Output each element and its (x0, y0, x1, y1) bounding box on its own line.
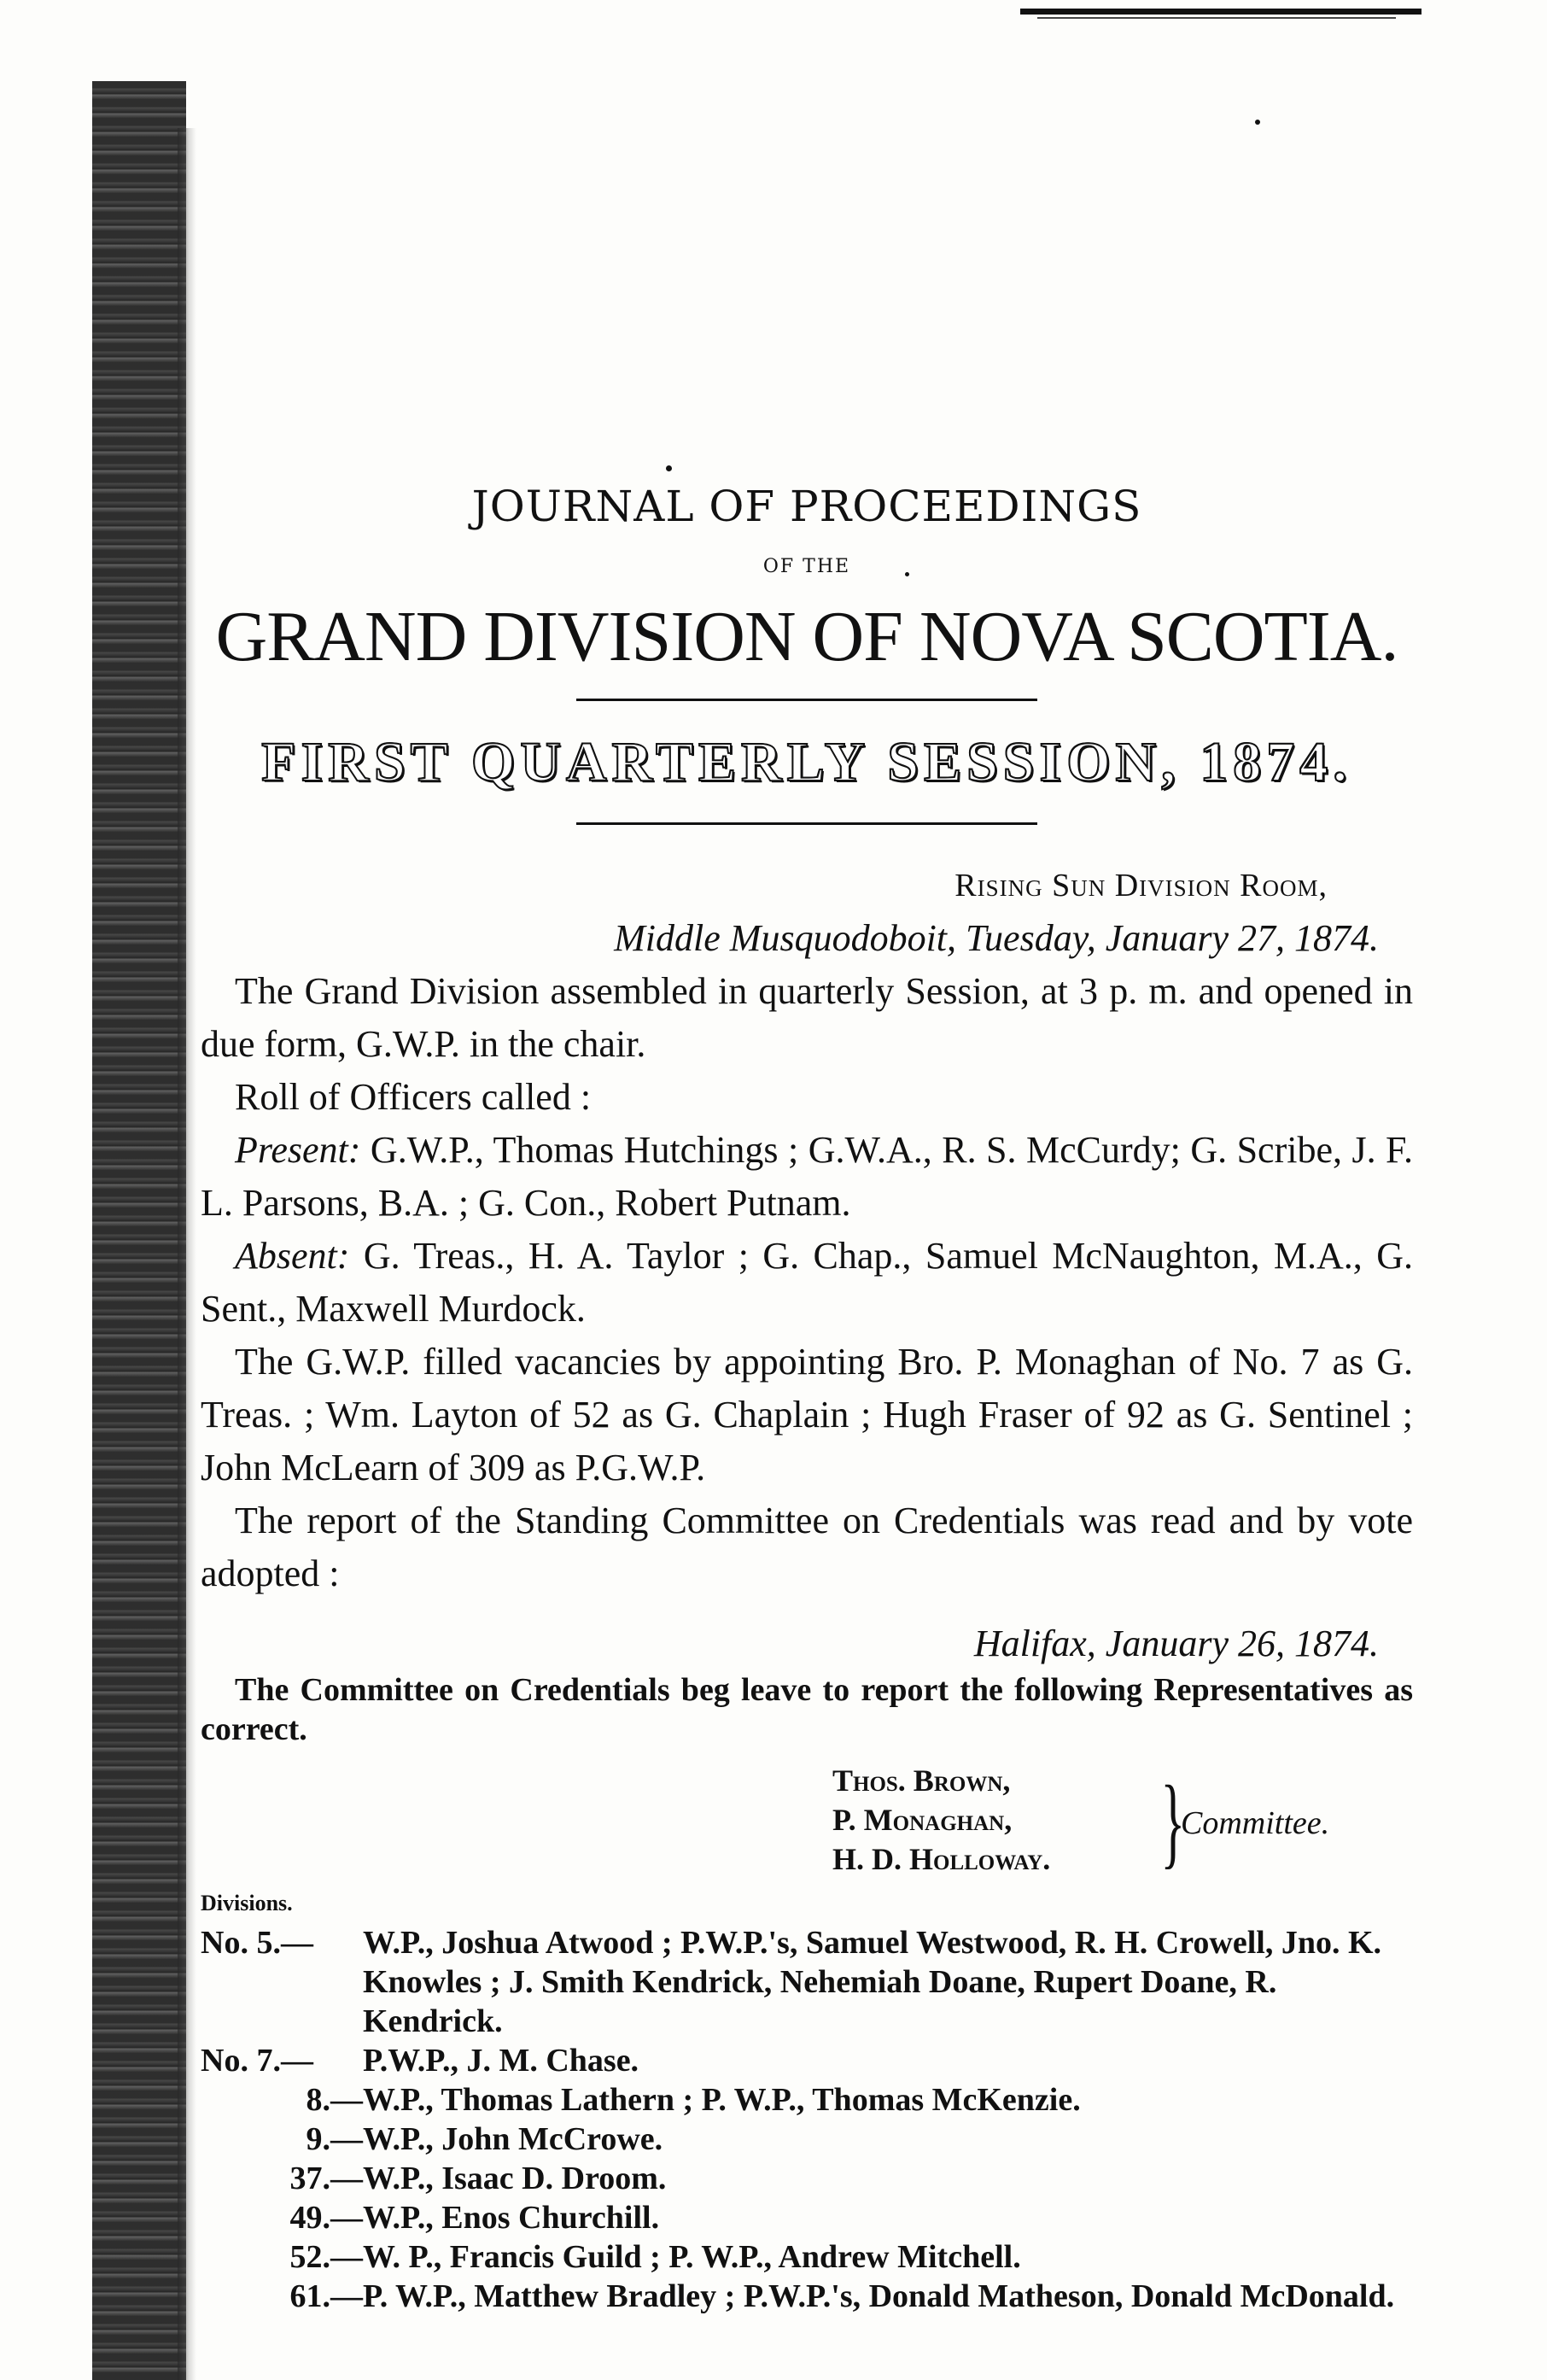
speck (1255, 120, 1260, 125)
present-paragraph (201, 1124, 1413, 1230)
division-number: 49.— (289, 2200, 363, 2236)
brace-icon: } (1160, 1764, 1186, 1878)
meeting-room: Rising Sun Division Room, (954, 868, 1328, 903)
signer-2: P. Monaghan, (832, 1803, 1013, 1837)
speck (666, 465, 672, 471)
absent-text: G. Treas., H. A. Taylor ; G. Chap., Samuel McNaughton, M.A., G. Sent., Maxwell Murdock. (201, 1235, 1413, 1330)
session-rule (576, 822, 1037, 825)
report-intro: The Committee on Credentials beg leave to report the following Representatives as correct. (201, 1672, 1413, 1747)
division-entry (201, 2237, 1413, 2277)
of-the-line: OF THE (762, 556, 851, 577)
committee-signatures (201, 1761, 1413, 1889)
vacancies-paragraph: The G.W.P. filled vacancies by appointing Bro. P. Monaghan of No. 7 as G. Treas. ; Wm. Layton of 52 as G. Chaplain ; Hugh Fraser of 92 as G. Sentinel ; John McLearn of 309 as P.G.W.P. (201, 1341, 1413, 1488)
division-number: No. 5.— (201, 1925, 313, 1961)
division-text: W.P., Enos Churchill. (363, 2200, 660, 2236)
title-rule (576, 699, 1037, 701)
grand-division-title: GRAND DIVISION OF NOVA SCOTIA. (215, 597, 1398, 676)
signer-names (832, 1761, 1050, 1879)
division-entry (201, 2041, 1413, 2080)
present-label: Present: (235, 1129, 361, 1171)
division-number: 37.— (289, 2161, 363, 2196)
assembled-paragraph: The Grand Division assembled in quarterly Session, at 3 p. m. and opened in due form, G.W.P. in the chair. (201, 970, 1413, 1065)
place-date: Middle Musquodoboit, Tuesday, January 27, 1874. (614, 917, 1379, 959)
division-number: No. 7.— (201, 2043, 313, 2079)
division-text: W.P., Joshua Atwood ; P.W.P.'s, Samuel Westwood, R. H. Crowell, Jno. K. Knowles ; J. Smith Kendrick, Nehemiah Doane, Rupert Doane, R. Kendrick. (363, 1925, 1382, 2039)
session-title: FIRST QUARTERLY SESSION, 1874. (261, 731, 1352, 793)
division-text: W.P., John McCrowe. (363, 2121, 663, 2157)
division-entry (201, 2080, 1413, 2120)
division-text: W. P., Francis Guild ; P. W.P., Andrew Mitchell. (363, 2239, 1021, 2275)
signer-3: H. D. Holloway. (832, 1842, 1051, 1876)
division-number: 61.— (289, 2278, 363, 2314)
division-entry (201, 2198, 1413, 2237)
division-text: W.P., Thomas Lathern ; P. W.P., Thomas McKenzie. (363, 2082, 1081, 2118)
signer-1: Thos. Brown, (832, 1763, 1011, 1798)
top-rule-thin (1037, 17, 1396, 19)
absent-label: Absent: (235, 1235, 350, 1277)
division-text: W.P., Isaac D. Droom. (363, 2161, 667, 2196)
division-entry (201, 2277, 1413, 2316)
divisions-heading: Divisions. (201, 1891, 293, 1915)
committee-label: Committee. (1181, 1805, 1330, 1841)
division-entry (201, 1923, 1413, 2041)
book-binding-shadow (92, 81, 186, 2380)
report-dateline: Halifax, January 26, 1874. (973, 1623, 1379, 1664)
binding-edge (178, 128, 196, 2380)
division-number: 52.— (289, 2239, 363, 2275)
journal-title: JOURNAL OF PROCEEDINGS (471, 482, 1142, 531)
division-text: P. W.P., Matthew Bradley ; P.W.P.'s, Donald Matheson, Donald McDonald. (363, 2278, 1395, 2314)
division-number: 9.— (306, 2121, 363, 2157)
division-entry (201, 2159, 1413, 2198)
roll-call-paragraph: Roll of Officers called : (235, 1076, 592, 1118)
journal-page (201, 478, 1413, 2316)
report-paragraph: The report of the Standing Committee on Credentials was read and by vote adopted : (201, 1500, 1413, 1594)
division-text: P.W.P., J. M. Chase. (363, 2043, 639, 2079)
present-text: G.W.P., Thomas Hutchings ; G.W.A., R. S. McCurdy; G. Scribe, J. F. L. Parsons, B.A. ; G. Con., Robert Putnam. (201, 1129, 1414, 1224)
top-rule (1020, 9, 1421, 15)
absent-paragraph (201, 1230, 1413, 1336)
division-number: 8.— (306, 2082, 363, 2118)
division-entry (201, 2120, 1413, 2159)
